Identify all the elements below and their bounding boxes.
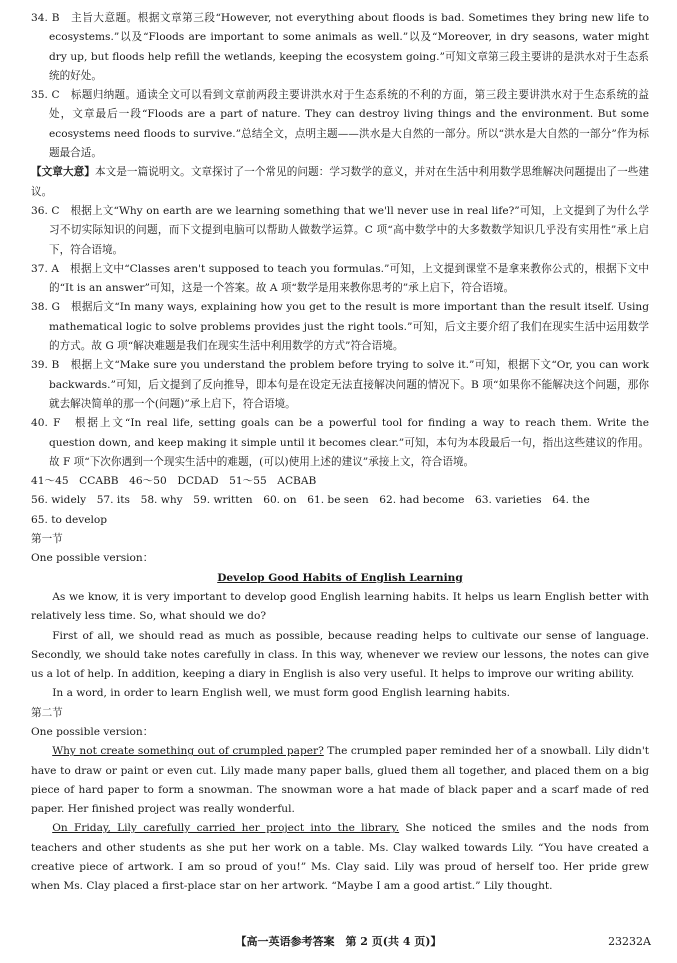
story-p1-given-sentence: Why not create something out of crumpled paper? [52, 745, 324, 758]
page-content [31, 9, 649, 897]
story-p1-body: The crumpled paper reminded her of a snowball. Lily didn't have to draw or paint or even cut. Lily made many paper balls, glued them all together, and placed them on a big piece of hard paper to form a snowman. The snowman wore a hat made of black paper and a scarf made of red paper. Her finished project was really wonderful. [31, 745, 649, 816]
essay-title: Develop Good Habits of English Learning [217, 571, 463, 584]
essay-paragraph: In a word, in order to learn English well, we must form good English learning habits. [52, 687, 511, 700]
answer-37: 37. A 根据上文中“Classes aren't supposed to teach you formulas.”可知，上文提到课堂不是拿来教你公式的，根据下文中的“It is an answer”可知，这是一个答案。故 A 项“数学是用来教你思考的”承上启下，符合语境。 [31, 262, 649, 295]
section-2-label: 第二节 [31, 706, 63, 719]
answer-40: 40. F 根据上文“In real life, setting goals can be a powerful tool for finding a way to reach them. Write the question down, and keep making it simple until it becomes clear.”可知，本句为本段最后一句，指出这些建议的作用。故 F 项“下次你遇到一个现实生活中的难题，(可以)使用上述的建议”承接上文，符合语境。 [31, 417, 649, 468]
possible-version-label-1: One possible version： [31, 552, 154, 565]
grammar-answers-line-2: 65. to develop [31, 513, 108, 526]
answer-39: 39. B 根据上文“Make sure you understand the problem before trying to solve it.”可知，根据下文“Or, you can work backwards.”可知，后文提到了反向推导，即本句是在设定无法直接解决问题的情况下。B 项“如果你不能解决这个问题，那你就去解决简单的那一个(问题)”承上启下，符合语境。 [31, 359, 649, 410]
summary-text: 本文是一篇说明文。文章探讨了一个常见的问题：学习数学的意义，并对在生活中利用数学思维解决问题提出了一些建议。 [31, 166, 649, 198]
answer-36: 36. C 根据上文“Why on earth are we learning something that we'll never use in real life?”可知，上文提到了为什么学习不切实际知识的问题，而下文提到电脑可以帮助人做数学运算。C 项“高中数学中的大多数数学知识几乎没有实用性”承上启下，符合语境。 [31, 204, 649, 256]
story-p2-body: She noticed the smiles and the nods from teachers and other students as she put her work on a table. Ms. Clay walked towards Lily. “You have created a creative piece of artwork. I am so proud of you!” Ms. Clay said. Lily was proud of herself too. Her pride grew when Ms. Clay placed a first-place star on her artwork. “Maybe I am a good artist.” Lily thought. [31, 822, 650, 893]
answer-38: 38. G 根据后文“In many ways, explaining how you get to the result is more important than the result itself. Using mathematical logic to solve problems provides just the right tools.”可知，后文主要介绍了我们在现实生活中运用数学的方式。故 G 项“解决难题是我们在现实生活中利用数学的方式”符合语境。 [31, 301, 649, 353]
essay-paragraph: First of all, we should read as much as possible, because reading helps to cultivate our sense of language. Secondly, we should take notes carefully in class. In this way, whenever we review our lessons, the notes can give us a lot of help. In addition, keeping a diary in English is also very useful. It helps to improve our writing ability. [31, 629, 649, 681]
footer-doc-code: 23232A [608, 935, 651, 948]
grammar-answers-line-1: 56. widely 57. its 58. why 59. written 60. on 61. be seen 62. had become 63. varieties 64. the [31, 494, 590, 507]
page-footer [0, 933, 677, 951]
footer-page-info: 【高一英语参考答案 第 2 页(共 4 页)】 [235, 935, 442, 948]
essay-paragraph: As we know, it is very important to develop good English learning habits. It helps us learn English better with relatively less time. So, what should we do? [31, 590, 649, 623]
section-1-label: 第一节 [31, 533, 63, 546]
article-summary [31, 163, 649, 202]
story-paragraph-1 [31, 742, 649, 819]
story-paragraph-2 [31, 819, 649, 896]
answer-35: 35. C 标题归纳题。通读全文可以看到文章前两段主要讲洪水对于生态系统的不利的方面，第三段主要讲洪水对于生态系统的益处，文章最后一段“Floods are a part of nature. They can destroy living things and the environment. But some ecosystems need floods to survive.”总结全文，点明主题——洪水是大自然的一部分。所以“洪水是大自然的一部分”作为标题最合适。 [31, 89, 649, 160]
summary-label: 【文章大意】 [31, 166, 95, 179]
answer-34: 34. B 主旨大意题。根据文章第三段“However, not everything about floods is bad. Sometimes they bring new life to ecosystems.”以及“Floods are important to some animals as well.”以及“Moreover, in dry seasons, water might dry up, but floods help refill the wetlands, keeping the ecosystem going.”可知文章第三段主要讲的是洪水对于生态系统的好处。 [31, 12, 649, 82]
story-p2-given-sentence: On Friday, Lily carefully carried her project into the library. [52, 822, 400, 835]
possible-version-label-2: One possible version： [31, 725, 154, 738]
cloze-answers: 41～45 CCABB 46～50 DCDAD 51～55 ACBAB [31, 475, 317, 488]
